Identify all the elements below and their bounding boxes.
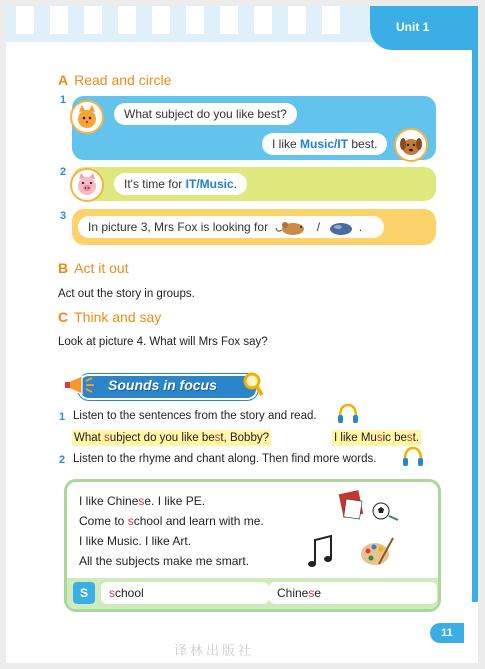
rhyme-line-3: I like Music. I like Art.: [79, 534, 192, 548]
sounds-in-focus-banner: [64, 371, 260, 399]
headphones-icon[interactable]: [402, 446, 424, 468]
word-cell-school[interactable]: [101, 582, 269, 604]
section-b-letter: B: [58, 260, 69, 276]
football-icon: [371, 500, 399, 522]
headphones-icon[interactable]: [337, 403, 359, 425]
item-2-option-music[interactable]: Music: [199, 177, 234, 191]
section-a-heading: [58, 72, 171, 88]
unit-tab: [370, 6, 478, 50]
r2-red-s: s: [127, 514, 134, 528]
item-1-question-bubble: [114, 103, 297, 125]
cat-avatar-icon: [70, 100, 104, 134]
item-1-slash: /: [334, 137, 338, 151]
section-c-letter: C: [58, 309, 69, 325]
rhyme-line-1: [79, 494, 205, 508]
unit-label: Unit 1: [396, 20, 430, 34]
item-2-number: 2: [60, 166, 67, 178]
textbook-page: [6, 6, 478, 663]
computer-mouse-icon[interactable]: [327, 219, 355, 237]
section-c-heading: [58, 309, 161, 325]
w2-part1: Chine: [277, 586, 309, 600]
banner-stripes: [6, 6, 396, 42]
step-1-number: 1: [59, 411, 66, 423]
section-b-title: Act it out: [74, 260, 129, 276]
step-2-text: Listen to the rhyme and chant along. Then find more words.: [73, 453, 377, 465]
music-notes-icon: [307, 534, 337, 568]
r2-part2: chool and learn with me.: [133, 514, 264, 528]
rhyme-line-2: [79, 514, 264, 528]
s-sound-word-row: [67, 578, 438, 609]
magnifier-icon: [242, 371, 264, 397]
item-1-answer-bubble: [262, 133, 387, 155]
right-edge-bar: [472, 42, 478, 602]
s2-red-s2: s: [406, 432, 413, 444]
rhyme-line-4: All the subjects make me smart.: [79, 554, 250, 568]
s2-part2: ic be: [382, 432, 407, 444]
item-3-bubble: [78, 216, 384, 238]
r1-part1: I like Chine: [79, 494, 139, 508]
step-2-number: 2: [59, 454, 66, 466]
paint-palette-icon: [359, 536, 395, 568]
r1-part2: e. I like PE.: [144, 494, 206, 508]
s1-part3: t, Bobby?: [220, 432, 269, 444]
section-a-letter: A: [58, 72, 69, 88]
publisher-watermark: 译林出版社: [174, 643, 255, 658]
item-3-post: .: [358, 220, 363, 234]
page-number: 11: [430, 623, 464, 643]
s2-part3: t.: [412, 432, 420, 444]
s1-red-s2: s: [214, 432, 221, 444]
item-2-bubble: [114, 173, 247, 195]
item-2-option-it[interactable]: IT: [185, 177, 197, 191]
s1-part1: What: [74, 432, 105, 444]
item-1-option-it[interactable]: IT: [337, 137, 349, 151]
toy-mouse-icon[interactable]: [275, 219, 309, 237]
section-a-title: Read and circle: [74, 72, 172, 88]
item-1-question: What subject do you like best?: [124, 107, 287, 121]
item-3-slash: /: [316, 220, 321, 234]
item-1-number: 1: [60, 94, 67, 106]
story-sentence-1: [72, 430, 271, 446]
s-badge: S: [73, 582, 95, 604]
section-c-title: Think and say: [74, 309, 162, 325]
section-b-heading: [58, 260, 129, 276]
item-1-answer-post: best.: [348, 137, 378, 151]
w1-red-s: s: [109, 586, 115, 600]
s1-red-s1: s: [104, 432, 110, 444]
section-c-text: Look at picture 4. What will Mrs Fox say?: [58, 336, 268, 348]
item-1-answer-pre: I like: [272, 137, 301, 151]
word-cell-chinese[interactable]: [269, 582, 437, 604]
section-b-text: Act out the story in groups.: [58, 288, 195, 300]
s2-red-s1: s: [376, 432, 383, 444]
item-3-number: 3: [60, 210, 67, 222]
item-3-band: [72, 209, 436, 245]
r2-part1: Come to: [79, 514, 128, 528]
pig-avatar-icon: [70, 168, 104, 202]
w2-red-s: s: [308, 586, 315, 600]
item-2-pre: It's time for: [124, 177, 186, 191]
item-1-band: [72, 96, 436, 160]
item-2-post: .: [233, 177, 238, 191]
w2-part2: e: [314, 586, 322, 600]
megaphone-icon: [64, 373, 98, 397]
w1-rest: chool: [115, 586, 144, 600]
step-1-text: Listen to the sentences from the story and read.: [73, 410, 317, 422]
rhyme-box: [64, 479, 441, 612]
item-1-option-music[interactable]: Music: [300, 137, 335, 151]
s2-part1: I like Mu: [334, 432, 377, 444]
story-sentence-2: [332, 430, 421, 446]
sounds-in-focus-title: Sounds in focus: [108, 377, 217, 393]
item-3-pre: In picture 3, Mrs Fox is looking for: [88, 220, 269, 234]
book-icon: [337, 488, 367, 520]
item-2-slash: /: [196, 177, 200, 191]
item-2-band: [72, 167, 436, 201]
dog-avatar-icon: [394, 128, 428, 162]
s1-part2: ubject do you like be: [109, 432, 215, 444]
r1-red-s: s: [138, 494, 145, 508]
